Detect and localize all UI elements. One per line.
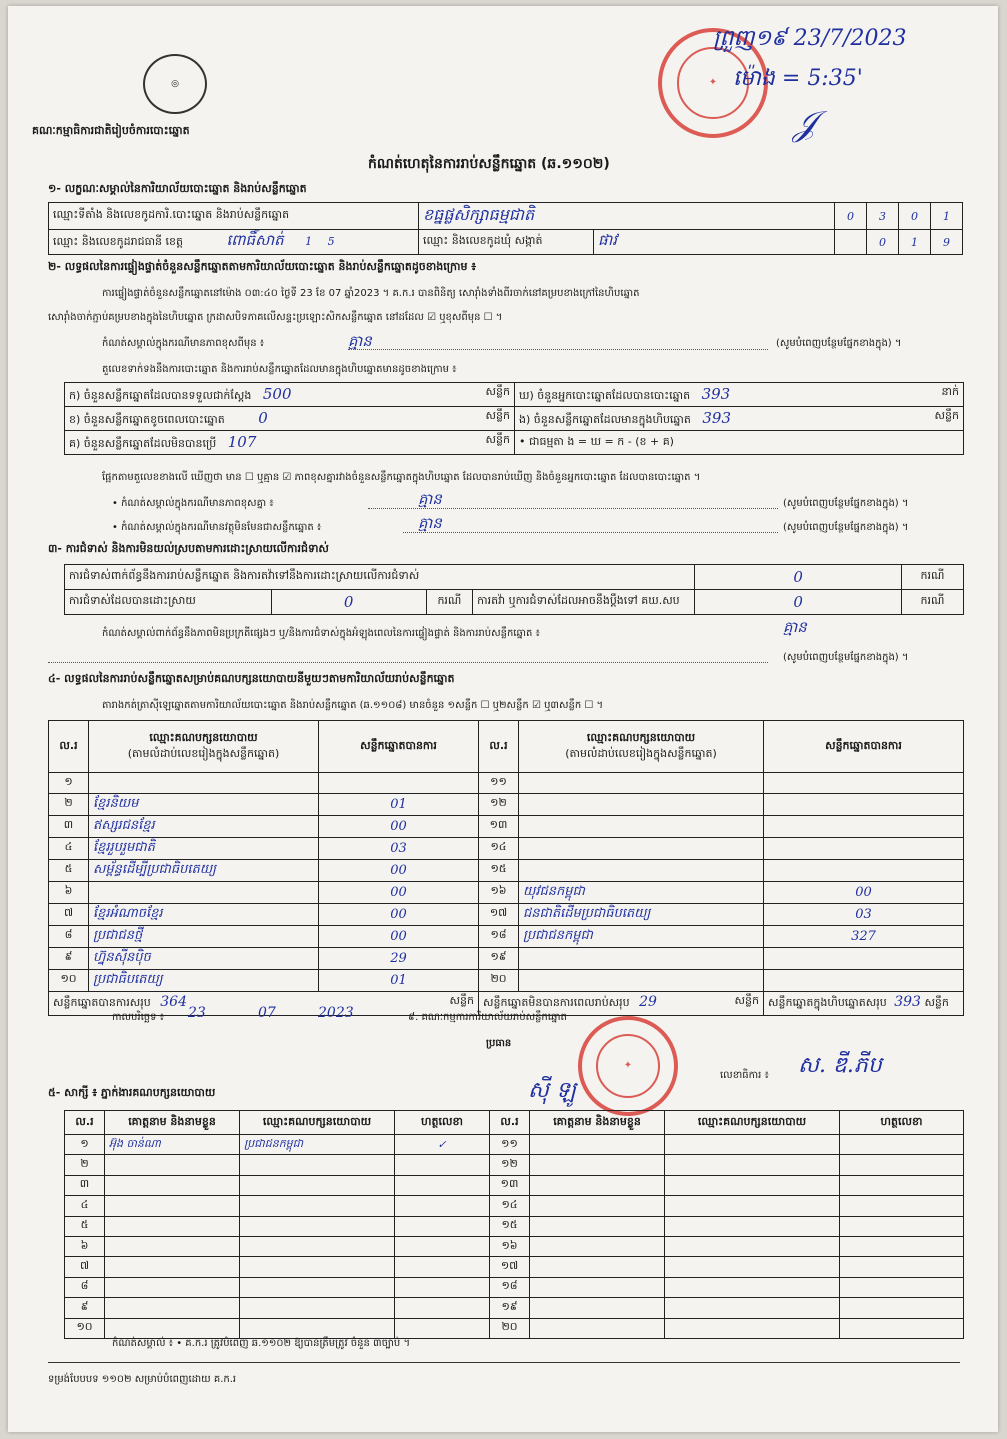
s4-results-table xyxy=(48,720,964,1016)
s1-code2-2: 1 xyxy=(899,230,931,255)
witness-name xyxy=(105,1236,240,1256)
result-party xyxy=(519,815,764,837)
table-row xyxy=(65,1135,964,1155)
result-votes xyxy=(764,837,964,859)
witness-sign xyxy=(840,1155,964,1175)
witness-no: ១២ xyxy=(490,1155,530,1175)
s4-date-month: 07 xyxy=(258,1005,276,1021)
s4-sub: តារាងកត់ត្រាស៊ីឡេឆ្នោតតាមការិយាល័យបោះឆ្នោត និងរាប់សន្លឹកឆ្នោត (ឆ.១១០៨) មានចំនួន ១សន្លឹក ☐ ឬ២សន្លឹក ☑ ឬ៣សន្លឹក ☐ ។ xyxy=(102,700,604,711)
witness-sign xyxy=(395,1277,490,1297)
s2-gh-row: ឃ) ចំនួនអ្នកបោះឆ្នោតដែលបានបោះឆ្នោត 393 នាក់ xyxy=(515,383,964,407)
witness-sign xyxy=(395,1155,490,1175)
s1-row2-value-b: ផាវ xyxy=(594,230,835,255)
result-votes xyxy=(764,815,964,837)
table-row xyxy=(49,859,964,881)
table-row xyxy=(65,1155,964,1175)
s5-col-no-2: ល.រ xyxy=(490,1111,530,1135)
result-votes: 00 xyxy=(319,815,479,837)
result-votes: 01 xyxy=(319,793,479,815)
witness-sign xyxy=(840,1175,964,1195)
witness-no: ១៥ xyxy=(490,1216,530,1236)
witness-name xyxy=(530,1155,665,1175)
s5-col-sign: ហត្ថលេខា xyxy=(395,1111,490,1135)
result-party: ខ្មែរអំណាចខ្មែរ xyxy=(89,903,319,925)
result-no: ១៩ xyxy=(479,947,519,969)
s1-code2-3: 9 xyxy=(931,230,963,255)
witness-name xyxy=(530,1175,665,1195)
s1-row2-label: ឈ្មោះ និងលេខកូដរាជធានី ខេត្ត ពោធិ៍សាត់ 1 5 xyxy=(49,230,419,255)
s3-row2-value: 0 xyxy=(271,590,426,615)
section5-heading: ៥- សាក្សី ៖ ភ្នាក់ងារគណបក្សនយោបាយ xyxy=(48,1086,216,1099)
s4-col-party-2: ឈ្មោះគណបក្សនយោបាយ (តាមលំដាប់លេខរៀងក្នុងសន្លឹកឆ្នោត) xyxy=(519,721,764,773)
witness-sign xyxy=(840,1298,964,1318)
s2-ng-row: ង) ចំនួនសន្លឹកឆ្នោតដែលមានក្នុងហិបឆ្នោត 393 សន្លឹក xyxy=(515,407,964,431)
result-votes xyxy=(764,793,964,815)
s5-witness-table xyxy=(64,1110,964,1339)
s2-ko-row: គ) ចំនួនសន្លឹកឆ្នោតដែលមិនបានប្រើ 107 សន្លឹក xyxy=(65,431,515,455)
witness-name xyxy=(530,1257,665,1277)
s3-row2-unit-b: ករណី xyxy=(901,590,963,615)
s3-note-label: កំណត់សម្គាល់ពាក់ព័ន្ធនឹងភាពមិនប្រក្រតីផ្សេងៗ ឬ/និងការជំទាស់ក្នុងអំឡុងពេលនៃការផ្ទៀងផ្ទាត់ និងការរាប់សន្លឹកឆ្នោត ៖ xyxy=(102,628,540,639)
s2-fill-hint-2: (សូមបំពេញបន្ថែមផ្នែកខាងក្នុង) ។ xyxy=(783,498,909,509)
top-handwritten-time: ម៉ោង = 5:35' xyxy=(733,66,863,91)
witness-no: ៩ xyxy=(65,1298,105,1318)
s3-row1-unit: ករណី xyxy=(901,565,963,590)
s4-col-votes-2: សន្លឹកឆ្នោតបានការ xyxy=(764,721,964,773)
witness-no: ៨ xyxy=(65,1277,105,1297)
s4-chair-label: ប្រធាន xyxy=(486,1038,512,1049)
witness-party xyxy=(240,1196,395,1216)
result-votes xyxy=(764,947,964,969)
nec-logo: ◎ xyxy=(143,54,207,114)
result-votes xyxy=(319,773,479,794)
table-row xyxy=(49,793,964,815)
s2-fill-hint: (សូមបំពេញបន្ថែមផ្នែកខាងក្នុង) ។ xyxy=(776,338,902,349)
result-votes: 00 xyxy=(319,925,479,947)
footer-note: កំណត់សម្គាល់ ៖ • គ.ក.រ ត្រូវបំពេញ ឆ.១១០២ ឱ្យបានត្រឹមត្រូវ ចំនួន ៣ច្បាប់ ។ xyxy=(112,1338,411,1349)
form-sheet xyxy=(8,6,998,1432)
chair-signature: ស៊ី ឡូ xyxy=(528,1078,576,1103)
table-row xyxy=(49,903,964,925)
s4-total-valid: សន្លឹកឆ្នោតបានការសរុប 364 សន្លឹក xyxy=(49,991,479,1015)
result-votes: 03 xyxy=(319,837,479,859)
witness-no: ៦ xyxy=(65,1236,105,1256)
s5-col-party-2: ឈ្មោះគណបក្សនយោបាយ xyxy=(665,1111,840,1135)
result-party xyxy=(519,773,764,794)
result-no: ១៦ xyxy=(479,881,519,903)
s2-formula: • ជាធម្មតា ង = ឃ = ក - (ខ + គ) xyxy=(515,431,964,455)
result-party: ខ្មែររួបរួមជាតិ xyxy=(89,837,319,859)
s2-para2: សោរ៉ាំងចាក់ភ្ជាប់គម្របខាងក្នុងនៃហិបឆ្នោត ក្រដាសបិទភាគលើសន្ទះប្រឡោះសិកសន្លឹកឆ្នោត នៅដដែល ☑ ឬខុសពីមុន ☐ ។ xyxy=(48,312,503,323)
result-party xyxy=(519,947,764,969)
s5-col-party: ឈ្មោះគណបក្សនយោបាយ xyxy=(240,1111,395,1135)
table-row xyxy=(65,1196,964,1216)
secretary-signature: ស. ឌី.ភីប xyxy=(798,1053,882,1078)
witness-no: ១៩ xyxy=(490,1298,530,1318)
org-name: គណៈកម្មាធិការជាតិរៀបចំការបោះឆ្នោត xyxy=(32,124,190,137)
result-party: ខ្មែរនិយម xyxy=(89,793,319,815)
result-party: ជនជាតិដើមប្រជាធិបតេយ្យ xyxy=(519,903,764,925)
result-votes: 29 xyxy=(319,947,479,969)
result-votes xyxy=(764,969,964,991)
table-row xyxy=(49,837,964,859)
witness-no: ១៣ xyxy=(490,1175,530,1195)
result-party: សម្ព័ន្ធដើម្បីប្រជាធិបតេយ្យ xyxy=(89,859,319,881)
table-row xyxy=(65,1277,964,1297)
witness-sign xyxy=(395,1196,490,1216)
result-votes: 327 xyxy=(764,925,964,947)
s1-row1-value: ខធ្នផ្លសិក្សាធម្មជាតិ xyxy=(419,203,835,230)
witness-no: ១៦ xyxy=(490,1236,530,1256)
s1-code-3: 0 xyxy=(899,203,931,230)
witness-party xyxy=(665,1196,840,1216)
witness-party xyxy=(240,1155,395,1175)
witness-sign xyxy=(395,1257,490,1277)
witness-party xyxy=(665,1318,840,1338)
result-party xyxy=(519,859,764,881)
witness-party xyxy=(665,1135,840,1155)
witness-name: អ៊ុង ចាន់ណា xyxy=(105,1135,240,1155)
result-votes: 01 xyxy=(319,969,479,991)
result-no: ៣ xyxy=(49,815,89,837)
witness-sign xyxy=(840,1257,964,1277)
witness-name xyxy=(530,1277,665,1297)
s2-note3-label: • កំណត់សម្គាល់ក្នុងករណីមានវត្ថុមិនមែនជាសន្លឹកឆ្នោត ៖ xyxy=(112,522,322,533)
section1-table xyxy=(48,202,963,255)
table-row xyxy=(49,969,964,991)
witness-sign xyxy=(395,1216,490,1236)
s3-fill-hint: (សូមបំពេញបន្ថែមផ្នែកខាងក្នុង) ។ xyxy=(783,652,909,663)
witness-sign xyxy=(840,1216,964,1236)
result-party xyxy=(519,837,764,859)
result-party xyxy=(89,881,319,903)
result-votes: 00 xyxy=(319,903,479,925)
witness-sign xyxy=(840,1236,964,1256)
witness-no: ១៧ xyxy=(490,1257,530,1277)
result-no: ១៣ xyxy=(479,815,519,837)
witness-party xyxy=(665,1216,840,1236)
result-party xyxy=(519,969,764,991)
witness-no: ១១ xyxy=(490,1135,530,1155)
result-no: ៦ xyxy=(49,881,89,903)
witness-name xyxy=(530,1318,665,1338)
result-no: ១២ xyxy=(479,793,519,815)
s2-details-title: តួលេខទាក់ទងនឹងការបោះឆ្នោត និងការរាប់សន្លឹកឆ្នោតដែលមានក្នុងហិបឆ្នោតមានដូចខាងក្រោម ៖ xyxy=(102,364,457,375)
s2-note2-value: គ្មាន xyxy=(418,490,442,508)
result-no: ២ xyxy=(49,793,89,815)
witness-name xyxy=(105,1298,240,1318)
table-row xyxy=(65,1175,964,1195)
result-no: ៨ xyxy=(49,925,89,947)
s5-col-name-2: គោត្តនាម និងនាមខ្លួន xyxy=(530,1111,665,1135)
s1-code2-1: 0 xyxy=(867,230,899,255)
witness-no: ៤ xyxy=(65,1196,105,1216)
witness-name xyxy=(530,1216,665,1236)
witness-name xyxy=(530,1196,665,1216)
s4-col-party: ឈ្មោះគណបក្សនយោបាយ (តាមលំដាប់លេខរៀងក្នុងសន្លឹកឆ្នោត) xyxy=(89,721,319,773)
result-no: ៥ xyxy=(49,859,89,881)
result-no: ១៨ xyxy=(479,925,519,947)
witness-party xyxy=(665,1155,840,1175)
witness-party xyxy=(665,1236,840,1256)
s3-table xyxy=(64,564,964,615)
witness-no: ២ xyxy=(65,1155,105,1175)
s4-committee-label: ៩. គណៈកម្មការការិយាល័យរាប់សន្លឹកឆ្នោត xyxy=(408,1012,567,1023)
result-party: ប្រជាជនថ្មី xyxy=(89,925,319,947)
form-title: កំណត់ហេតុនៃការរាប់សន្លឹកឆ្នោត (ឆ.១១០២) xyxy=(368,156,610,172)
result-no: ១៥ xyxy=(479,859,519,881)
table-row xyxy=(49,773,964,794)
s4-date-year: 2023 xyxy=(318,1005,354,1021)
s3-row1-value: 0 xyxy=(695,565,902,590)
result-votes: 00 xyxy=(764,881,964,903)
witness-party xyxy=(665,1277,840,1297)
result-party: យុវជនកម្ពុជា xyxy=(519,881,764,903)
witness-party xyxy=(665,1257,840,1277)
witness-no: ៣ xyxy=(65,1175,105,1195)
witness-no: ៥ xyxy=(65,1216,105,1236)
s1-row2-label-b: ឈ្មោះ និងលេខកូដឃុំ សង្កាត់ xyxy=(419,230,594,255)
result-party xyxy=(89,773,319,794)
table-row xyxy=(49,947,964,969)
witness-sign xyxy=(840,1318,964,1338)
s2-note-label: កំណត់សម្គាល់ក្នុងករណីមានភាពខុសពីមុន ៖ xyxy=(102,338,265,349)
s1-row1-label: ឈ្មោះទីតាំង និងលេខកូដការិ.បោះឆ្នោត និងរាប់សន្លឹកឆ្នោត xyxy=(49,203,419,230)
table-row xyxy=(65,1298,964,1318)
s4-secretary-label: លេខាធិការ ៖ xyxy=(720,1070,769,1081)
section4-heading: ៤- លទ្ធផលនៃការរាប់សន្លឹកឆ្នោតសម្រាប់គណបក្សនយោបាយនីមួយៗតាមការិយាល័យរាប់សន្លឹកឆ្នោត xyxy=(48,672,455,685)
s2-k-row: ក) ចំនួនសន្លឹកឆ្នោតដែលបានទទួលជាក់ស្តែង 500 សន្លឹក xyxy=(65,383,515,407)
result-votes xyxy=(764,859,964,881)
result-no: ៧ xyxy=(49,903,89,925)
witness-sign: ✓ xyxy=(395,1135,490,1155)
section1-heading: ១- លក្ខណៈសម្គាល់នៃការិយាល័យបោះឆ្នោត និងរាប់សន្លឹកឆ្នោត xyxy=(48,182,307,195)
witness-no: ២០ xyxy=(490,1318,530,1338)
result-votes: 03 xyxy=(764,903,964,925)
result-no: ១៤ xyxy=(479,837,519,859)
witness-party xyxy=(665,1175,840,1195)
s1-code-2: 3 xyxy=(867,203,899,230)
s2-figures-table xyxy=(64,382,964,455)
section2-heading: ២- លទ្ធផលនៃការផ្ទៀងផ្ទាត់ចំនួនសន្លឹកឆ្នោតតាមការិយាល័យបោះឆ្នោត និងរាប់សន្លឹកឆ្នោតដូចខាងក្រោម ៖ xyxy=(48,260,477,273)
s2-note3-value: គ្មាន xyxy=(418,514,442,532)
witness-party xyxy=(240,1277,395,1297)
witness-name xyxy=(105,1155,240,1175)
s5-col-sign-2: ហត្ថលេខា xyxy=(840,1111,964,1135)
official-stamp-bottom: ✦ xyxy=(578,1016,678,1116)
witness-name xyxy=(105,1277,240,1297)
table-row xyxy=(65,1236,964,1256)
s2-para1: ការផ្ទៀងផ្ទាត់ចំនួនសន្លឹកឆ្នោតនៅម៉ោង ០៣:៤០ ថ្ងៃទី 23 ខែ 07 ឆ្នាំ2023 ។ គ.ក.រ បានពិនិត្យ សោរ៉ាំងទាំងពីរចាក់នៅគម្របខាងក្រៅនៃហិបឆ្នោត xyxy=(102,288,640,299)
result-no: ២០ xyxy=(479,969,519,991)
s5-col-no: ល.រ xyxy=(65,1111,105,1135)
result-no: ១០ xyxy=(49,969,89,991)
witness-party xyxy=(240,1236,395,1256)
top-signature: 𝒥 xyxy=(793,104,817,144)
result-party: ឥស្សរជនខ្មែរ xyxy=(89,815,319,837)
table-row xyxy=(65,1257,964,1277)
s4-col-no: ល.រ xyxy=(49,721,89,773)
s3-note-value: គ្មាន xyxy=(783,618,807,636)
witness-no: ១៤ xyxy=(490,1196,530,1216)
table-row xyxy=(49,881,964,903)
s2-compare: ផ្អែកតាមតួលេខខាងលើ ឃើញថា មាន ☐ ឬគ្មាន ☑ ភាពខុសគ្នារវាងចំនួនសន្លឹកឆ្នោតក្នុងហិបឆ្នោត ដែលបានរាប់ឃើញ និងចំនួនអ្នកបោះឆ្នោត ដែលបានបោះឆ្នោត ។ xyxy=(102,472,701,483)
witness-name xyxy=(105,1175,240,1195)
witness-name xyxy=(105,1257,240,1277)
section3-heading: ៣- ការជំទាស់ និងការមិនយល់ស្របតាមការដោះស្រាយលើការជំទាស់ xyxy=(48,542,329,555)
result-no: ១១ xyxy=(479,773,519,794)
s4-total-invalid: សន្លឹកឆ្នោតមិនបានការពេលរាប់សរុប 29 សន្លឹក xyxy=(479,991,764,1015)
table-row xyxy=(49,815,964,837)
result-party xyxy=(519,793,764,815)
result-party: ប្រជាធិបតេយ្យ xyxy=(89,969,319,991)
witness-name xyxy=(530,1135,665,1155)
s2-note2-label: • កំណត់សម្គាល់ក្នុងករណីមានភាពខុសគ្នា ៖ xyxy=(112,498,274,509)
witness-party: ប្រជាជនកម្ពុជា xyxy=(240,1135,395,1155)
official-stamp-top: ✦ xyxy=(658,28,768,138)
s3-row1-label: ការជំទាស់ពាក់ព័ន្ធនឹងការរាប់សន្លឹកឆ្នោត និងការតវ៉ាទៅនឹងការដោះស្រាយលើការជំទាស់ xyxy=(65,565,695,590)
result-no: ៩ xyxy=(49,947,89,969)
result-party: ប្រជាជនកម្ពុជា xyxy=(519,925,764,947)
witness-party xyxy=(240,1175,395,1195)
witness-sign xyxy=(395,1298,490,1318)
witness-sign xyxy=(840,1196,964,1216)
witness-name xyxy=(105,1216,240,1236)
witness-party xyxy=(240,1298,395,1318)
witness-name xyxy=(530,1298,665,1318)
table-row xyxy=(49,925,964,947)
s3-row2-value-b: 0 xyxy=(695,590,902,615)
result-party: ហ្វ៊ុនស៊ីនប៉ិច xyxy=(89,947,319,969)
s2-kh-row: ខ) ចំនួនសន្លឹកឆ្នោតខូចពេលបោះឆ្នោត 0 សន្លឹក xyxy=(65,407,515,431)
witness-sign xyxy=(840,1135,964,1155)
s1-code-1: 0 xyxy=(835,203,867,230)
witness-no: ១៨ xyxy=(490,1277,530,1297)
witness-no: ៧ xyxy=(65,1257,105,1277)
result-votes xyxy=(764,773,964,794)
witness-no: ១ xyxy=(65,1135,105,1155)
witness-party xyxy=(240,1216,395,1236)
s1-code-4: 1 xyxy=(931,203,963,230)
result-no: ១៧ xyxy=(479,903,519,925)
witness-no: ១០ xyxy=(65,1318,105,1338)
result-votes: 00 xyxy=(319,859,479,881)
s4-date-day: 23 xyxy=(188,1005,206,1021)
witness-sign xyxy=(395,1175,490,1195)
s3-row2-unit: ករណី xyxy=(426,590,473,615)
witness-party xyxy=(665,1298,840,1318)
witness-name xyxy=(105,1196,240,1216)
s5-col-name: គោត្តនាម និងនាមខ្លួន xyxy=(105,1111,240,1135)
s3-row2-label: ការជំទាស់ដែលបានដោះស្រាយ xyxy=(65,590,272,615)
witness-name xyxy=(530,1236,665,1256)
footer-form: ទម្រង់បែបបទ ១១០២ សម្រាប់បំពេញដោយ គ.ក.រ xyxy=(48,1374,237,1385)
table-row xyxy=(65,1216,964,1236)
result-votes: 00 xyxy=(319,881,479,903)
witness-party xyxy=(240,1257,395,1277)
s2-fill-hint-3: (សូមបំពេញបន្ថែមផ្នែកខាងក្នុង) ។ xyxy=(783,522,909,533)
top-handwritten-date: ព្រួញ១៩ 23/7/2023 xyxy=(713,26,907,51)
s4-col-no-2: ល.រ xyxy=(479,721,519,773)
s4-col-votes: សន្លឹកឆ្នោតបានការ xyxy=(319,721,479,773)
s4-date-label: កាលបរិច្ឆេទ ៖ xyxy=(112,1012,165,1023)
witness-sign xyxy=(395,1236,490,1256)
s2-note-value: គ្មាន xyxy=(348,332,372,350)
s3-row2-label-b: ការតវ៉ា ឬការជំទាស់ដែលអាចនឹងប្តឹងទៅ គឃ.សប xyxy=(473,590,695,615)
result-no: ៤ xyxy=(49,837,89,859)
result-no: ១ xyxy=(49,773,89,794)
witness-sign xyxy=(840,1277,964,1297)
s4-total-box: សន្លឹកឆ្នោតក្នុងហិបឆ្នោតសរុប 393 សន្លឹក xyxy=(764,991,964,1015)
